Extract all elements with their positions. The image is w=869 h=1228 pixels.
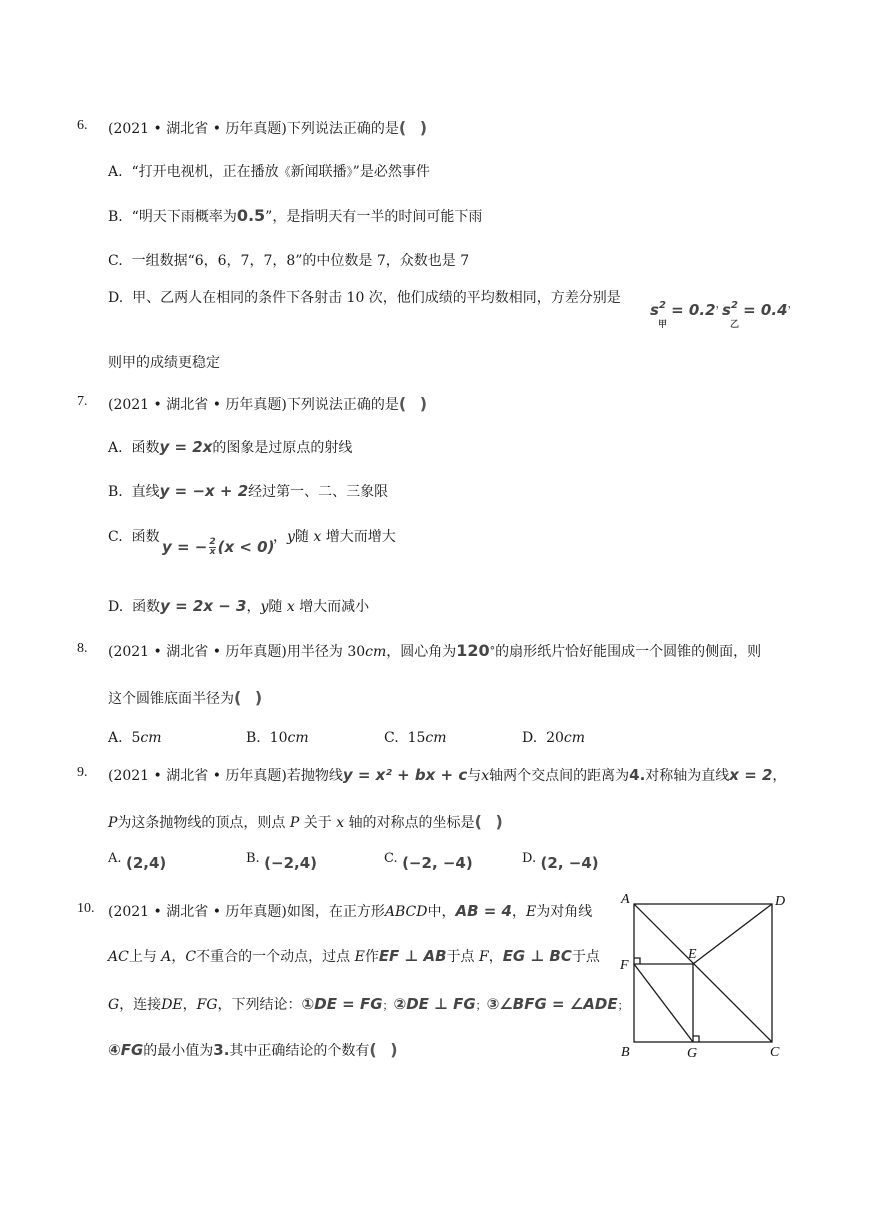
answer-blank: ( ) — [234, 688, 267, 707]
option-d: D. 函数y = 2x − 3，y随 x 增大而减小 — [108, 597, 370, 615]
question-stem-line-4: ④FG的最小值为3.其中正确结论的个数有( ) — [108, 1040, 402, 1059]
segment-de — [693, 904, 772, 964]
option-c-tail: ，y随 x 增大而增大 — [273, 529, 396, 545]
question-stem-line-3: G，连接DE，FG，下列结论：①DE = FG；②DE ⊥ FG；③∠BFG = ∠ADE； — [108, 995, 629, 1013]
option-c-math: y = − $\frac{2}{x}$ (x < 0) — [162, 537, 275, 557]
question-number: 6. — [77, 118, 88, 133]
question-stem: (2021 • 湖北省 • 历年真题)若抛物线y = x² + bx + c与x轴两个交点间的距离为4.对称轴为直线x = 2， — [108, 766, 787, 784]
question-stem: (2021 • 湖北省 • 历年真题)下列说法正确的是( ) — [108, 394, 432, 413]
option-c: C. 一组数据“6，6，7，7，8”的中位数是 7，众数也是 7 — [108, 253, 470, 269]
square-figure — [612, 888, 792, 1060]
label-c: C — [770, 1045, 780, 1060]
option-c: C. (−2, −4) — [384, 851, 473, 872]
option-b: B. 10cm — [246, 730, 309, 746]
option-c: C. 函数 — [108, 529, 160, 545]
variance-yi: s2 乙 = 0.4， — [722, 297, 799, 330]
question-number: 9. — [77, 765, 88, 780]
answer-blank: ( ) — [474, 812, 507, 831]
label-d: D — [775, 894, 786, 909]
option-b: B. “明天下雨概率为0.5”，是指明天有一半的时间可能下雨 — [108, 206, 483, 225]
answer-blank: ( ) — [398, 118, 432, 137]
question-stem-cont: 这个圆锥底面半径为( ) — [108, 688, 267, 707]
question-number: 8. — [77, 641, 88, 656]
option-d: D. 20cm — [522, 730, 586, 746]
option-a: A. (2,4) — [108, 851, 167, 872]
diagonal-ac — [634, 904, 772, 1042]
label-b: B — [621, 1045, 630, 1060]
option-b: B. 直线y = −x + 2经过第一、二、三象限 — [108, 482, 389, 500]
label-g: G — [687, 1046, 698, 1060]
option-d: D. (2, −4) — [522, 851, 599, 872]
answer-blank: ( ) — [369, 1040, 402, 1059]
question-stem-line-1: (2021 • 湖北省 • 历年真题)如图，在正方形ABCD中，AB = 4，E为对角线 — [108, 902, 593, 920]
option-d-continuation: 则甲的成绩更稳定 — [108, 355, 220, 371]
label-f: F — [620, 958, 629, 973]
label-a: A — [621, 892, 630, 907]
segment-fg — [634, 964, 693, 1042]
option-d: D. 甲、乙两人在相同的条件下各射击 10 次，他们成绩的平均数相同，方差分别是 — [108, 290, 621, 306]
question-number: 7. — [77, 394, 88, 409]
question-number: 10. — [77, 901, 95, 916]
label-e: E — [688, 947, 697, 962]
question-stem-cont: P为这条抛物线的顶点，则点 P 关于 x 轴的对称点的坐标是( ) — [108, 812, 507, 831]
option-a: A. “打开电视机，正在播放《新闻联播》”是必然事件 — [108, 164, 430, 180]
answer-blank: ( ) — [398, 394, 432, 413]
question-stem: (2021 • 湖北省 • 历年真题)用半径为 30cm，圆心角为120°的扇形纸片恰好能围成一个圆锥的侧面，则 — [108, 641, 762, 660]
option-a: A. 函数y = 2x的图象是过原点的射线 — [108, 438, 353, 456]
right-angle-mark-f — [634, 958, 640, 964]
option-c: C. 15cm — [384, 730, 447, 746]
question-stem: (2021 • 湖北省 • 历年真题)下列说法正确的是( ) — [108, 118, 432, 137]
right-angle-mark-g — [693, 1036, 699, 1042]
option-b: B. (−2,4) — [246, 851, 317, 872]
option-a: A. 5cm — [108, 730, 162, 746]
variance-jia: s2 甲 = 0.2， — [650, 297, 727, 330]
question-stem-line-2: AC上与 A，C不重合的一个动点，过点 E作EF ⊥ AB于点 F，EG ⊥ BC于点 — [108, 947, 600, 965]
